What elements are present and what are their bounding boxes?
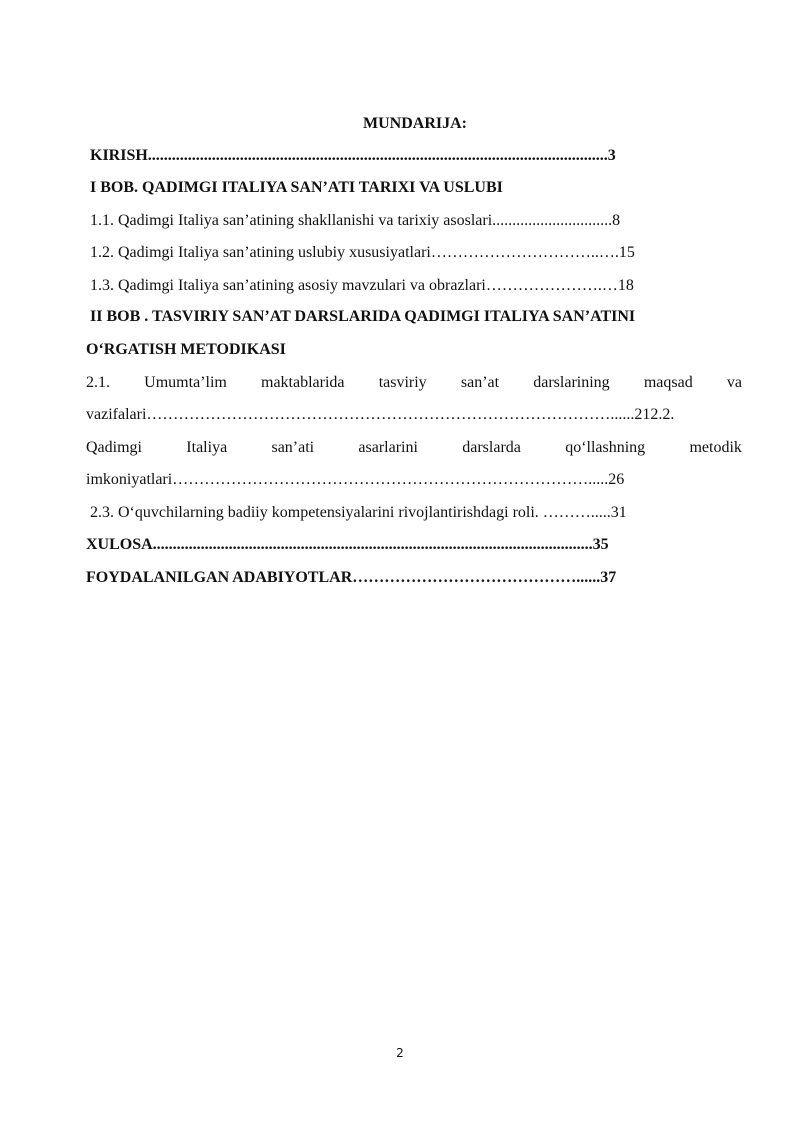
- toc-chapter-2-line-1: II BOB . TASVIRIY SAN’AT DARSLARIDA QADIMGI ITALIYA SAN’ATINI: [90, 308, 636, 325]
- toc-word: metodik: [689, 439, 742, 456]
- toc-word: darslarining: [533, 374, 610, 391]
- toc-entry-kirish: KIRISH...................................................................................................................3: [90, 147, 616, 164]
- toc-title: MUNDARIJA:: [363, 115, 467, 132]
- toc-word: qo‘llashning: [565, 439, 646, 456]
- toc-word: Qadimgi: [86, 439, 142, 456]
- toc-entry-2-1-line-1: [86, 373, 742, 393]
- toc-entry-2-3: 2.3. O‘quvchilarning badiiy kompetensiyalarini rivojlantirishdagi roli. ……….....31: [90, 504, 627, 521]
- toc-entry-1-2: 1.2. Qadimgi Italiya san’atining uslubiy xususiyatlari…………………………..….15: [90, 244, 635, 261]
- toc-word: maqsad: [643, 374, 693, 391]
- toc-word: Italiya: [186, 439, 228, 456]
- toc-entry-2-2-line-1: [86, 438, 742, 458]
- toc-word: 2.1.: [86, 374, 110, 391]
- toc-word: asarlarini: [358, 439, 418, 456]
- toc-word: san’at: [460, 374, 500, 391]
- toc-entry-adabiyotlar: FOYDALANILGAN ADABIYOTLAR……………………………………......37: [86, 569, 617, 586]
- page-number: 2: [396, 1046, 404, 1060]
- toc-chapter-2-line-2: O‘RGATISH METODIKASI: [86, 341, 286, 358]
- toc-entry-2-2-line-2: imkoniyatlari…………………………………………………………………….....26: [86, 471, 625, 488]
- toc-entry-1-3: 1.3. Qadimgi Italiya san’atining asosiy mavzulari va obrazlari………………….…18: [90, 277, 634, 294]
- toc-word: Umumta’lim: [144, 374, 227, 391]
- toc-word: darslarda: [462, 439, 521, 456]
- toc-chapter-1: I BOB. QADIMGI ITALIYA SAN’ATI TARIXI VA USLUBI: [90, 179, 503, 196]
- toc-entry-1-1: 1.1. Qadimgi Italiya san’atining shakllanishi va tarixiy asoslari..............................8: [90, 212, 621, 229]
- toc-word: maktablarida: [261, 374, 345, 391]
- toc-word: va: [726, 374, 742, 391]
- toc-word: san’ati: [271, 439, 315, 456]
- toc-entry-2-1-line-2: vazifalari……………………………………………………………………………......212.2.: [86, 406, 675, 423]
- toc-entry-xulosa: XULOSA..............................................................................................................35: [86, 536, 609, 553]
- toc-word: tasviriy: [378, 374, 427, 391]
